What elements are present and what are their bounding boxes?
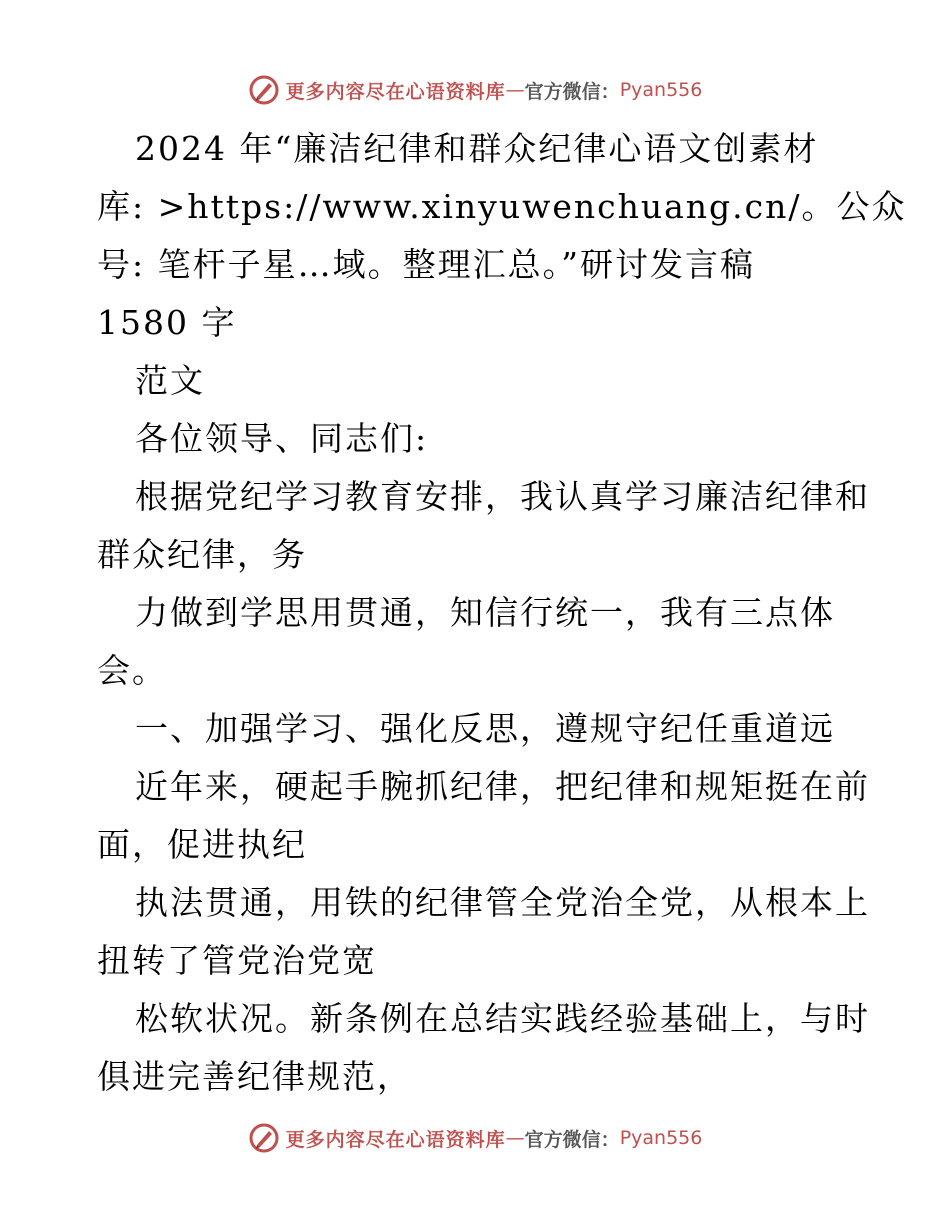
body-line: 松软状况。新条例在总结实践经验基础上，与时	[135, 999, 870, 1038]
watermark-dash: —	[505, 1127, 525, 1149]
body-line: 俱进完善纪律规范，	[97, 1057, 412, 1096]
watermark-dash: —	[505, 79, 525, 101]
body-line: 近年来，硬起手腕抓纪律，把纪律和规矩挺在前	[135, 767, 870, 806]
body-line: 群众纪律，务	[97, 535, 307, 574]
pen-logo-icon	[248, 1122, 280, 1154]
watermark-main-text: 更多内容尽在心语资料库	[285, 1128, 506, 1151]
body-line: 会。	[97, 651, 167, 690]
body-line: 号: 笔杆子星…域。整理汇总。”研讨发言稿	[97, 245, 755, 284]
watermark-main-text: 更多内容尽在心语资料库	[285, 80, 506, 103]
body-line: 扭转了管党治党宽	[97, 941, 377, 980]
body-line: 库: >https://www.xinyuwenchuang.cn/。公众	[97, 187, 907, 226]
body-line: 各位领导、同志们:	[135, 419, 429, 458]
body-line: 1580 字	[97, 303, 237, 342]
body-line: 根据党纪学习教育安排，我认真学习廉洁纪律和	[135, 477, 870, 516]
body-line: 范文	[135, 361, 205, 400]
footer-watermark	[0, 1118, 950, 1158]
body-line: 2024 年“廉洁纪律和群众纪律心语文创素材	[135, 129, 819, 168]
body-line: 面，促进执纪	[97, 825, 307, 864]
document-body	[97, 120, 907, 1106]
header-watermark	[0, 70, 950, 110]
watermark-wechat-label: 官方微信：	[524, 1128, 620, 1151]
watermark-wechat-id: Pyan556	[619, 1127, 703, 1149]
watermark-wechat-label: 官方微信：	[524, 80, 620, 103]
watermark-wechat-id: Pyan556	[619, 79, 703, 101]
body-line: 执法贯通，用铁的纪律管全党治全党，从根本上	[135, 883, 870, 922]
body-line: 力做到学思用贯通，知信行统一，我有三点体	[135, 593, 835, 632]
pen-logo-icon	[248, 74, 280, 106]
section-heading: 一、加强学习、强化反思，遵规守纪任重道远	[135, 709, 835, 748]
